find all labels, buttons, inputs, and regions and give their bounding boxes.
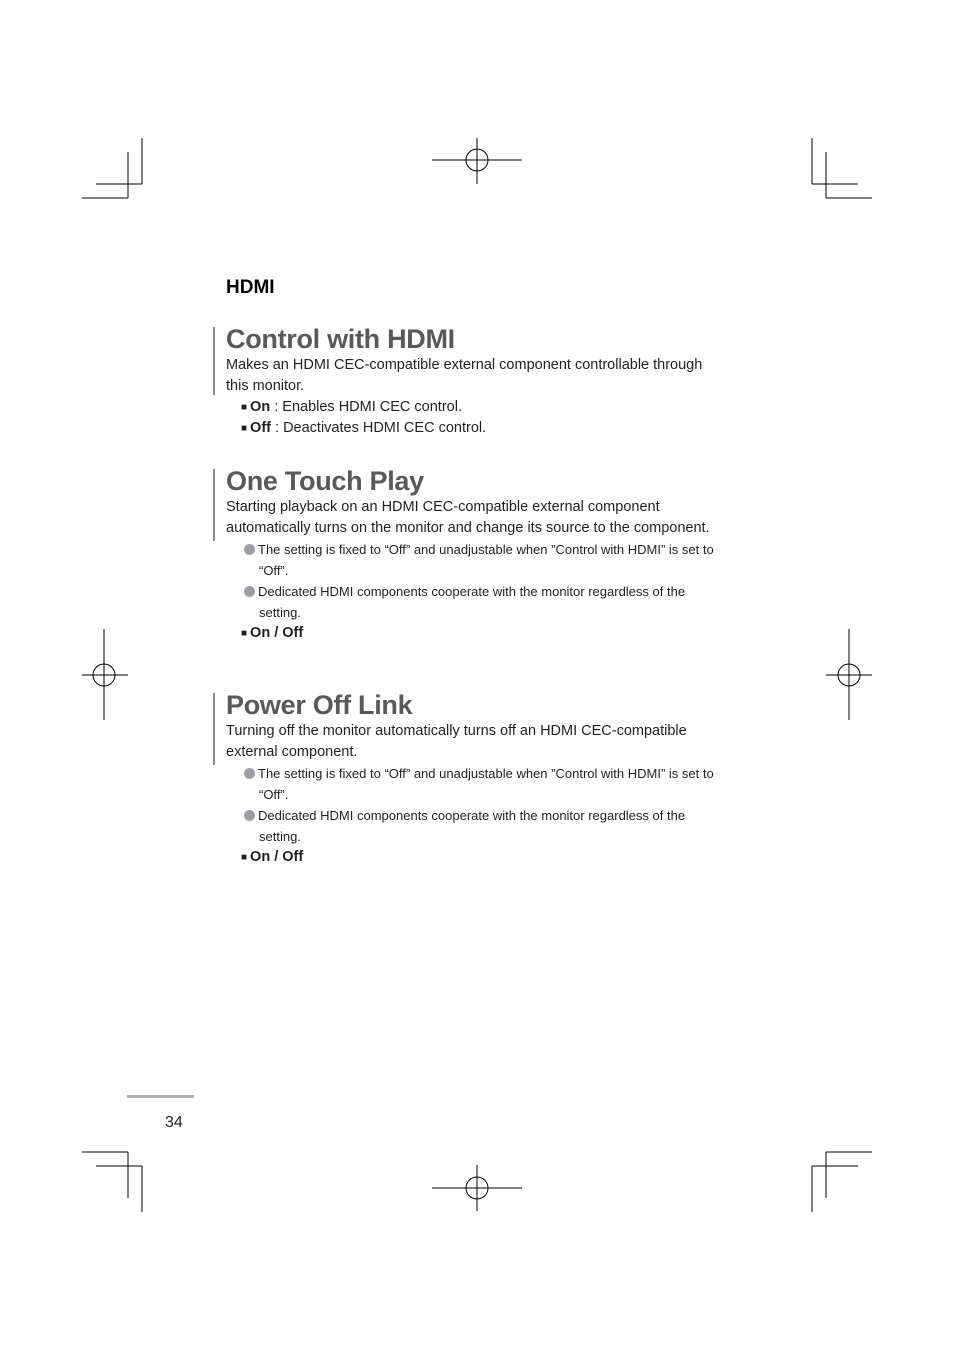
section-one-touch-play <box>226 465 726 644</box>
square-bullet-icon: ■ <box>241 423 248 434</box>
option-text: : Enables HDMI CEC control. <box>270 399 462 415</box>
square-bullet-icon: ■ <box>241 628 248 639</box>
section-accent-bar <box>213 469 215 541</box>
note-text: The setting is fixed to “Off” and unadjustable when ”Control with HDMI” is set to “Off”. <box>258 542 714 578</box>
note-item <box>244 805 726 847</box>
section-description: Starting playback on an HDMI CEC-compatible external component automatically turns on the monitor and change its source to the component. <box>226 499 710 536</box>
square-bullet-icon: ■ <box>241 852 248 863</box>
section-title: Control with HDMI <box>226 324 455 354</box>
option-item <box>241 623 726 644</box>
section-title: Power Off Link <box>226 690 413 720</box>
section-control-with-hdmi <box>226 323 726 439</box>
option-key: On / Off <box>250 849 304 865</box>
gray-dot-icon <box>244 768 255 779</box>
section-description: Turning off the monitor automatically turns off an HDMI CEC-compatible external component. <box>226 723 687 760</box>
note-item <box>244 539 726 581</box>
section-description: Makes an HDMI CEC-compatible external component controllable through this monitor. <box>226 357 703 394</box>
section-power-off-link <box>226 689 726 868</box>
option-key: On / Off <box>250 625 304 641</box>
gray-dot-icon <box>244 810 255 821</box>
option-key: Off <box>250 420 271 436</box>
gray-dot-icon <box>244 586 255 597</box>
section-title: One Touch Play <box>226 466 424 496</box>
option-key: On <box>250 399 271 415</box>
square-bullet-icon: ■ <box>241 402 248 413</box>
note-item <box>244 763 726 805</box>
option-item <box>241 397 726 418</box>
footer-rule <box>127 1095 194 1098</box>
section-accent-bar <box>213 327 215 395</box>
section-accent-bar <box>213 693 215 765</box>
note-text: Dedicated HDMI components cooperate with the monitor regardless of the setting. <box>258 584 686 620</box>
note-text: Dedicated HDMI components cooperate with the monitor regardless of the setting. <box>258 808 686 844</box>
page-number: 34 <box>165 1114 183 1131</box>
option-text: : Deactivates HDMI CEC control. <box>270 420 487 436</box>
note-item <box>244 581 726 623</box>
note-text: The setting is fixed to “Off” and unadjustable when ”Control with HDMI” is set to “Off”. <box>258 766 714 802</box>
section-label: HDMI <box>226 277 275 298</box>
gray-dot-icon <box>244 544 255 555</box>
option-item <box>241 418 726 439</box>
option-item <box>241 847 726 868</box>
